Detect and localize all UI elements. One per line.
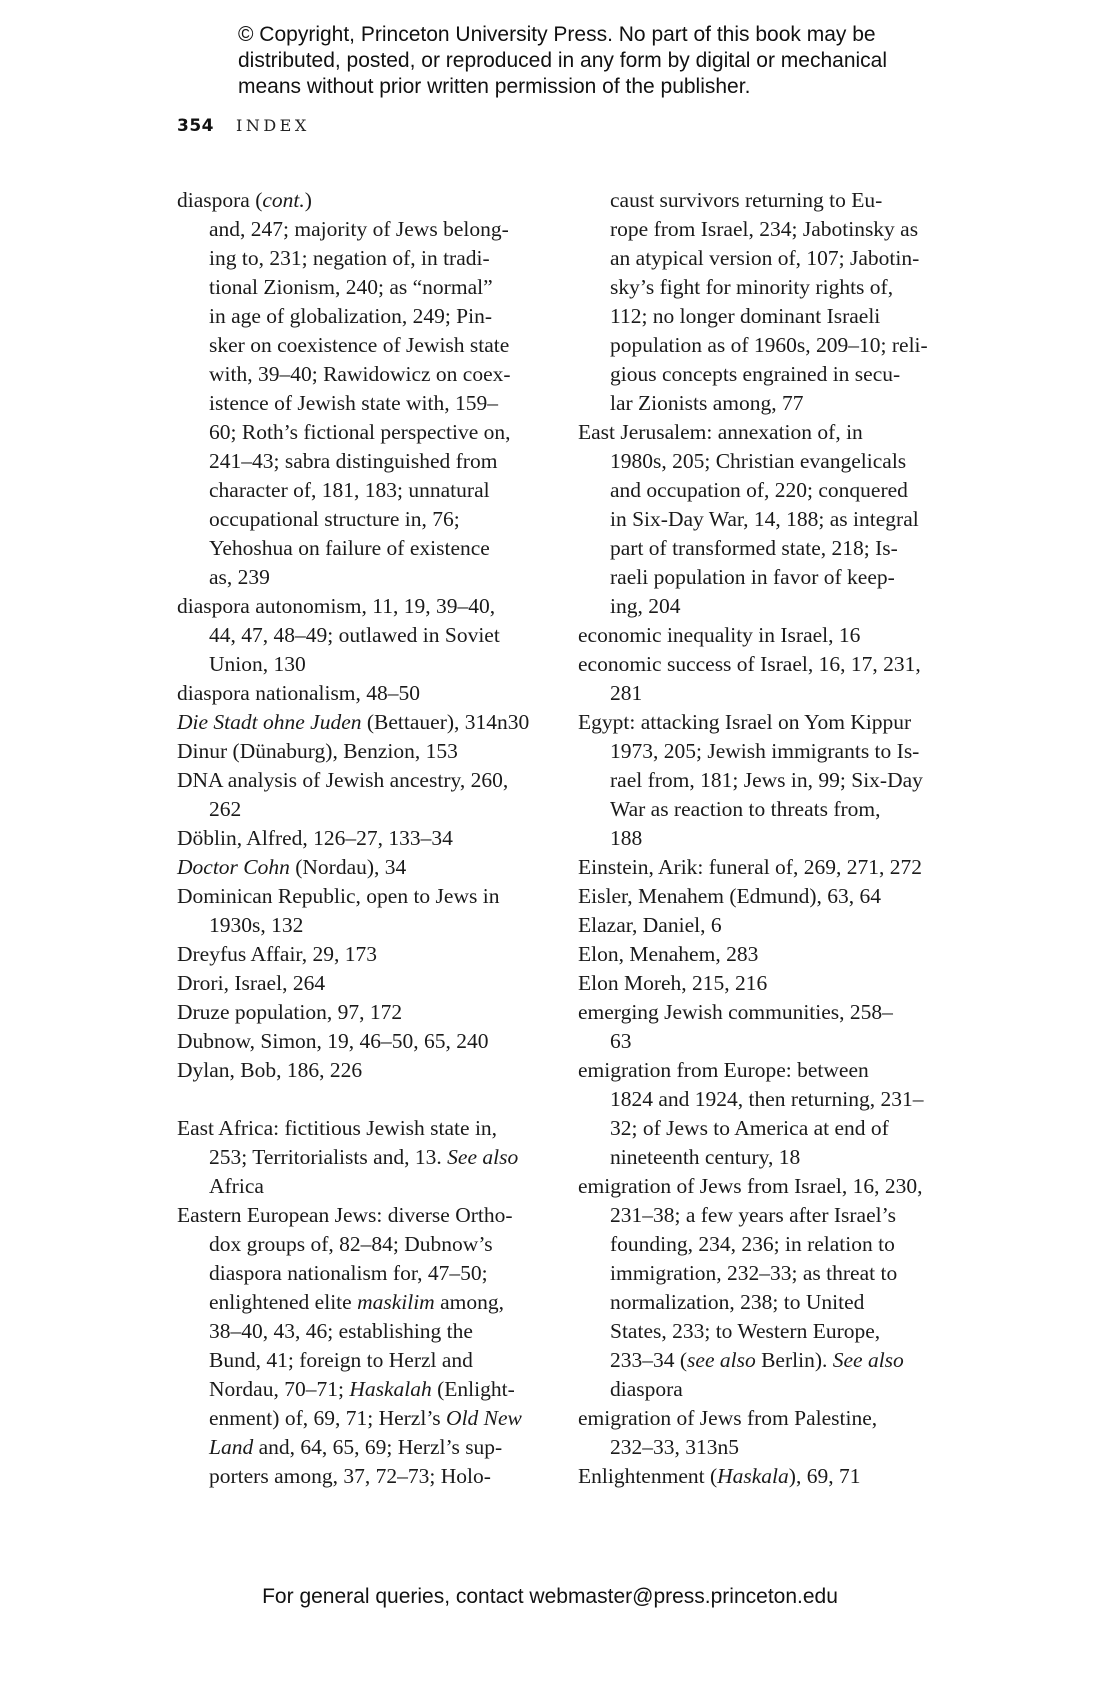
index-column-left: [177, 186, 549, 1491]
section-label: INDEX: [236, 116, 310, 135]
index-line: 38–40, 43, 46; establishing the: [209, 1319, 473, 1343]
index-line: emigration of Jews from Palestine,: [578, 1406, 878, 1430]
index-line: Dubnow, Simon, 19, 46–50, 65, 240: [177, 1029, 489, 1053]
index-line: Elon, Menahem, 283: [578, 942, 759, 966]
index-line: with, 39–40; Rawidowicz on coex-: [209, 362, 511, 386]
index-line: istence of Jewish state with, 159–: [209, 391, 499, 415]
copyright-notice: [238, 22, 958, 100]
index-line: porters among, 37, 72–73; Holo-: [209, 1464, 491, 1488]
index-line: enlightened elite maskilim among,: [209, 1290, 504, 1314]
index-line: lar Zionists among, 77: [610, 391, 804, 415]
index-line: economic inequality in Israel, 16: [578, 623, 861, 647]
index-line: and occupation of, 220; conquered: [610, 478, 908, 502]
index-line: economic success of Israel, 16, 17, 231,: [578, 652, 921, 676]
index-line: Dinur (Dünaburg), Benzion, 153: [177, 739, 458, 763]
index-line: tional Zionism, 240; as “normal”: [209, 275, 493, 299]
index-line: ing, 204: [610, 594, 681, 618]
index-line: 1980s, 205; Christian evangelicals: [610, 449, 907, 473]
footer-contact: For general queries, contact webmaster@press.princeton.edu: [262, 1585, 838, 1608]
index-line: diaspora (cont.): [177, 188, 312, 212]
index-line: Union, 130: [209, 652, 306, 676]
index-line: 253; Territorialists and, 13. See also: [209, 1145, 519, 1169]
index-line: diaspora: [610, 1377, 683, 1401]
index-line: Bund, 41; foreign to Herzl and: [209, 1348, 473, 1372]
index-line: 32; of Jews to America at end of: [610, 1116, 889, 1140]
index-line: East Africa: fictitious Jewish state in,: [177, 1116, 498, 1140]
index-line: 188: [610, 826, 643, 850]
index-line: diaspora autonomism, 11, 19, 39–40,: [177, 594, 496, 618]
index-line: Eisler, Menahem (Edmund), 63, 64: [578, 884, 882, 908]
index-line: Druze population, 97, 172: [177, 1000, 403, 1024]
index-line: part of transformed state, 218; Is-: [610, 536, 898, 560]
index-line: an atypical version of, 107; Jabotin-: [610, 246, 920, 270]
index-line: emigration of Jews from Israel, 16, 230,: [578, 1174, 923, 1198]
index-line: 63: [610, 1029, 632, 1053]
copyright-line: © Copyright, Princeton University Press. No part of this book may be: [238, 23, 876, 46]
index-line: sker on coexistence of Jewish state: [209, 333, 510, 357]
copyright-line: distributed, posted, or reproduced in any form by digital or mechanical: [238, 49, 888, 72]
index-line: caust survivors returning to Eu-: [610, 188, 883, 212]
index-line: 1930s, 132: [209, 913, 304, 937]
index-line: States, 233; to Western Europe,: [610, 1319, 881, 1343]
index-line: Die Stadt ohne Juden (Bettauer), 314n30: [177, 710, 530, 734]
index-line: founding, 234, 236; in relation to: [610, 1232, 895, 1256]
index-line: rael from, 181; Jews in, 99; Six-Day: [610, 768, 923, 792]
letter-group-gap: [177, 1085, 549, 1114]
index-line: nineteenth century, 18: [610, 1145, 801, 1169]
index-line: Yehoshua on failure of existence: [209, 536, 490, 560]
index-line: Land and, 64, 65, 69; Herzl’s sup-: [209, 1435, 503, 1459]
index-column-right: [578, 186, 954, 1491]
index-line: 231–38; a few years after Israel’s: [610, 1203, 896, 1227]
index-line: emerging Jewish communities, 258–: [578, 1000, 893, 1024]
index-line: as, 239: [209, 565, 270, 589]
page-number: 354: [177, 116, 214, 136]
index-line: 60; Roth’s fictional perspective on,: [209, 420, 511, 444]
index-line: 233–34 (see also Berlin). See also: [610, 1348, 904, 1372]
index-line: Nordau, 70–71; Haskalah (Enlight-: [209, 1377, 515, 1401]
index-line: Elazar, Daniel, 6: [578, 913, 722, 937]
index-line: population as of 1960s, 209–10; reli-: [610, 333, 928, 357]
index-line: Eastern European Jews: diverse Ortho-: [177, 1203, 513, 1227]
index-line: Egypt: attacking Israel on Yom Kippur: [578, 710, 912, 734]
index-line: Drori, Israel, 264: [177, 971, 326, 995]
copyright-line: means without prior written permission of the publisher.: [238, 75, 751, 98]
index-line: DNA analysis of Jewish ancestry, 260,: [177, 768, 509, 792]
index-line: rope from Israel, 234; Jabotinsky as: [610, 217, 919, 241]
index-line: ing to, 231; negation of, in tradi-: [209, 246, 490, 270]
index-line: sky’s fight for minority rights of,: [610, 275, 894, 299]
index-line: character of, 181, 183; unnatural: [209, 478, 490, 502]
index-line: emigration from Europe: between: [578, 1058, 869, 1082]
index-line: Enlightenment (Haskala), 69, 71: [578, 1464, 861, 1488]
index-line: occupational structure in, 76;: [209, 507, 460, 531]
index-line: and, 247; majority of Jews belong-: [209, 217, 509, 241]
index-line: 44, 47, 48–49; outlawed in Soviet: [209, 623, 500, 647]
index-line: 1973, 205; Jewish immigrants to Is-: [610, 739, 920, 763]
index-line: Dreyfus Affair, 29, 173: [177, 942, 377, 966]
index-line: East Jerusalem: annexation of, in: [578, 420, 863, 444]
index-line: 262: [209, 797, 242, 821]
index-line: normalization, 238; to United: [610, 1290, 865, 1314]
index-line: 232–33, 313n5: [610, 1435, 739, 1459]
index-line: diaspora nationalism for, 47–50;: [209, 1261, 488, 1285]
index-line: enment) of, 69, 71; Herzl’s Old New: [209, 1406, 522, 1430]
running-head: [177, 116, 310, 136]
index-line: Doctor Cohn (Nordau), 34: [177, 855, 407, 879]
index-line: immigration, 232–33; as threat to: [610, 1261, 898, 1285]
index-line: raeli population in favor of keep-: [610, 565, 895, 589]
index-line: 241–43; sabra distinguished from: [209, 449, 498, 473]
index-line: 1824 and 1924, then returning, 231–: [610, 1087, 924, 1111]
index-line: gious concepts engrained in secu-: [610, 362, 901, 386]
index-line: Elon Moreh, 215, 216: [578, 971, 768, 995]
index-line: diaspora nationalism, 48–50: [177, 681, 421, 705]
index-line: 281: [610, 681, 643, 705]
index-line: Dylan, Bob, 186, 226: [177, 1058, 363, 1082]
index-line: 112; no longer dominant Israeli: [610, 304, 881, 328]
index-line: Einstein, Arik: funeral of, 269, 271, 272: [578, 855, 922, 879]
index-line: in age of globalization, 249; Pin-: [209, 304, 493, 328]
index-line: Döblin, Alfred, 126–27, 133–34: [177, 826, 453, 850]
index-line: Africa: [209, 1174, 264, 1198]
index-line: Dominican Republic, open to Jews in: [177, 884, 500, 908]
index-line: in Six-Day War, 14, 188; as integral: [610, 507, 919, 531]
index-line: War as reaction to threats from,: [610, 797, 881, 821]
index-line: dox groups of, 82–84; Dubnow’s: [209, 1232, 493, 1256]
